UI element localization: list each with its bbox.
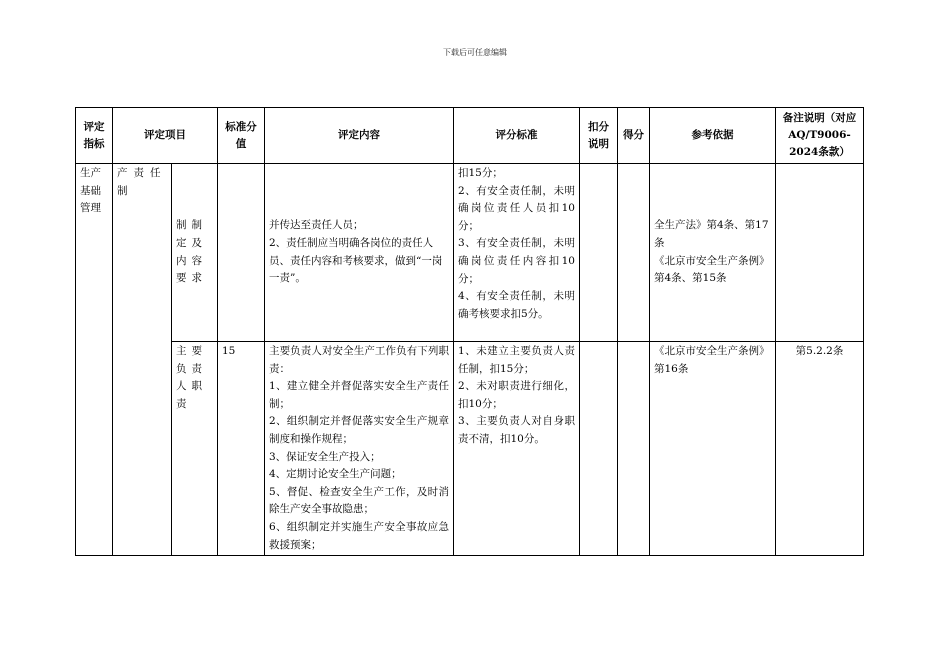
header-remark: 备注说明（对应AQ/T9006-2024条款） (776, 108, 864, 164)
indicator-cell: 生产基础管理 (76, 164, 113, 556)
score-cell: 15 (218, 342, 265, 556)
table-row (76, 164, 864, 342)
got-cell (618, 164, 650, 342)
evaluation-table (75, 107, 864, 556)
table-row (76, 342, 864, 556)
page-header-note: 下载后可任意编辑 (443, 48, 507, 57)
content-cell: 主要负责人对安全生产工作负有下列职责： 1、建立健全并督促落实安全生产责任制； 2、组织制定并督促落实安全生产规章制度和操作规程； 3、保证安全生产投入； 4、定期讨论安全生产问题； 5、督促、检查安全生产工作，及时消除生产安全事故隐患； 6、组织制定并实施生产安全事故应急救援预案； (265, 342, 454, 556)
remark-cell: 第5.2.2条 (776, 342, 864, 556)
header-got: 得分 (618, 108, 650, 164)
sub-item-label: 主要负责人职责 (176, 345, 207, 410)
sub-item-cell (172, 342, 218, 556)
got-cell (618, 342, 650, 556)
item-level1-cell (113, 164, 172, 556)
reference-text: 全生产法》第4条、第17条 《北京市安全生产条例》第4条、第15条 (654, 219, 770, 285)
header-indicator: 评定指标 (76, 108, 113, 164)
header-reference: 参考依据 (650, 108, 776, 164)
criteria-cell: 扣15分； 2、有安全责任制，未明确岗位责任人员扣10分； 3、有安全责任制，未明确岗位责任内容扣10分； 4、有安全责任制，未明确考核要求扣5分。 (454, 164, 580, 342)
reference-cell (650, 164, 776, 342)
score-cell (218, 164, 265, 342)
header-content: 评定内容 (265, 108, 454, 164)
criteria-cell: 1、未建立主要负责人责任制，扣15分； 2、未对职责进行细化，扣10分； 3、主要负责人对自身职责不清，扣10分。 (454, 342, 580, 556)
content-text: 并传达至责任人员； 2、责任制应当明确各岗位的责任人员、责任内容和考核要求，做到“一岗一责”。 (269, 219, 443, 285)
item-level1-label: 产责任制 (117, 167, 167, 197)
deduction-cell (580, 164, 618, 342)
header-item: 评定项目 (113, 108, 218, 164)
sub-item-cell (172, 164, 218, 342)
deduction-cell (580, 342, 618, 556)
header-deduction: 扣分说明 (580, 108, 618, 164)
header-criteria: 评分标准 (454, 108, 580, 164)
reference-cell: 《北京市安全生产条例》第16条 (650, 342, 776, 556)
content-cell (265, 164, 454, 342)
header-score: 标准分值 (218, 108, 265, 164)
table-header-row (76, 108, 864, 164)
sub-item-label: 制制定及内容要求 (176, 219, 207, 285)
remark-cell (776, 164, 864, 342)
